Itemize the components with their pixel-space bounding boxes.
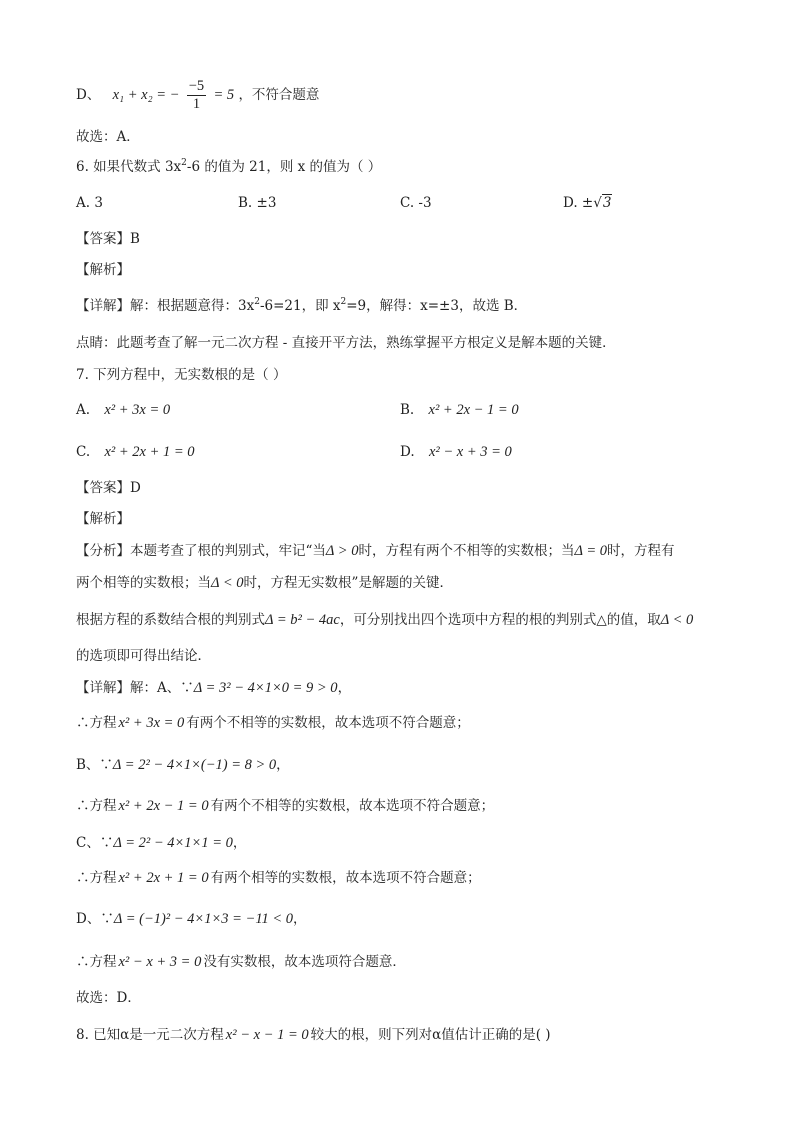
- analysis-text: 两个相等的实数根；当: [76, 575, 211, 591]
- detail-math: x² + 2x − 1 = 0: [118, 798, 209, 814]
- q6-option-b: B. ±3: [238, 195, 277, 211]
- q8-stem-math: x² − x − 1 = 0: [225, 1027, 309, 1043]
- analysis-text: 时，方程无实数根”是解题的关键．: [243, 575, 453, 591]
- detail-text: ∴方程: [76, 954, 117, 970]
- detail-text: ∴方程: [76, 715, 117, 731]
- detail-text: ∴方程: [76, 798, 117, 814]
- q7-option-b-label: B.: [400, 402, 415, 418]
- q5-option-d-label: D、: [76, 87, 101, 103]
- q6-stem-suffix: -6 的值为 21，则 x 的值为（ ）: [186, 159, 382, 175]
- q7-analysis-line4: 的选项即可得出结论．: [76, 648, 211, 664]
- analysis-text: 时，方程有: [607, 543, 675, 559]
- q6-detail-part1: 【详解】解：根据题意得：3x: [76, 298, 255, 314]
- q6-option-d-prefix: D. ±: [563, 195, 594, 211]
- detail-text: B、: [76, 757, 100, 773]
- detail-math: Δ = 3² − 4×1×0 = 9 > 0: [193, 680, 338, 696]
- detail-text: 有两个不相等的实数根，故本选项不符合题意；: [210, 798, 495, 814]
- q6-option-c: C. -3: [400, 195, 432, 211]
- detail-text: 【详解】解：A、: [76, 680, 181, 696]
- q7-option-d-label: D.: [400, 444, 415, 460]
- detail-text: ∴方程: [76, 870, 117, 886]
- detail-text: 有两个不相等的实数根，故本选项不符合题意；: [186, 715, 470, 731]
- q7-option-d-equation: x² − x + 3 = 0: [428, 444, 512, 460]
- detail-text: 有两个相等的实数根，故本选项不符合题意；: [210, 870, 481, 886]
- q7-detail-b2: [76, 796, 494, 816]
- q6-analysis-label: 【解析】: [76, 262, 130, 278]
- q6-comment: 点睛：此题考查了解一元二次方程 - 直接开平方法，熟练掌握平方根定义是解本题的关键．: [76, 335, 616, 351]
- q6-answer: 【答案】B: [76, 231, 140, 247]
- q7-choice: 故选：D．: [76, 990, 141, 1006]
- q8-stem-text: 较大的根，则下列对α值估计正确的是( ): [310, 1027, 551, 1043]
- q7-option-b: [400, 400, 519, 420]
- detail-math: Δ = 2² − 4×1×1 = 0: [113, 835, 233, 851]
- fraction-numerator: −5: [188, 78, 205, 94]
- q7-analysis-line3: [76, 610, 693, 630]
- q7-option-c-label: C.: [76, 444, 91, 460]
- q6-option-a: A. 3: [76, 195, 103, 211]
- detail-math: x² + 3x = 0: [118, 715, 185, 731]
- q7-answer: 【答案】D: [76, 480, 141, 496]
- because-icon: ∵: [180, 680, 194, 696]
- detail-text: C、: [76, 835, 100, 851]
- q7-option-d: [400, 442, 512, 462]
- q5-option-d: [76, 78, 319, 113]
- detail-text: 没有实数根，故本选项符合题意．: [203, 954, 406, 970]
- analysis-math: Δ < 0: [660, 612, 694, 628]
- q7-option-a-label: A.: [76, 402, 91, 418]
- analysis-text: 时，方程有两个不相等的实数根；当: [358, 543, 575, 559]
- q6-stem-prefix: 6. 如果代数式 3x: [76, 159, 182, 175]
- because-icon: ∵: [99, 835, 114, 851]
- because-icon: ∵: [99, 757, 113, 773]
- q6-detail-sup1: 2: [254, 297, 260, 307]
- sqrt-radicand: 3: [602, 195, 612, 211]
- q6-detail-sup2: 2: [340, 297, 347, 307]
- sqrt-symbol: √3: [593, 195, 612, 211]
- q6-option-d: [563, 193, 612, 213]
- q7-detail-a1: [76, 678, 351, 698]
- fraction-denominator: 1: [192, 96, 201, 112]
- detail-math: Δ = (−1)² − 4×1×3 = −11 < 0: [113, 911, 294, 927]
- q7-analysis-line2: [76, 573, 453, 593]
- q7-stem: 7. 下列方程中，无实数根的是（ ）: [76, 367, 287, 383]
- because-icon: ∵: [100, 911, 114, 927]
- detail-text: ，: [276, 757, 290, 773]
- q5-option-d-fraction: [187, 78, 206, 113]
- q6-detail-part3: =9，解得：x=±3，故选 B．: [346, 298, 528, 314]
- detail-text: D、: [76, 911, 101, 927]
- q7-option-a: [76, 400, 170, 420]
- q7-detail-d2: [76, 952, 406, 972]
- detail-math: Δ = 2² − 4×1×(−1) = 8 > 0: [112, 757, 277, 773]
- q8-stem-text: 8. 已知α是一元二次方程: [76, 1027, 224, 1043]
- q6-stem: [76, 157, 381, 177]
- q5-option-d-lhs: x₁ + x₂ = −: [112, 87, 180, 103]
- analysis-math: Δ > 0: [325, 543, 359, 559]
- q7-analysis-label: 【解析】: [76, 511, 130, 527]
- q5-choice: 故选：A．: [76, 129, 140, 145]
- q7-analysis-line1: [76, 541, 675, 561]
- analysis-math: Δ = b² − 4ac: [265, 612, 340, 628]
- q8-stem: [76, 1025, 551, 1045]
- q5-option-d-rhs: = 5: [213, 87, 235, 103]
- detail-text: ，: [293, 911, 307, 927]
- q6-detail: [76, 296, 527, 316]
- analysis-math: Δ = 0: [574, 543, 607, 559]
- q7-detail-b1: [76, 755, 290, 775]
- q6-detail-part2: -6=21，即 x: [259, 298, 341, 314]
- q7-option-c: [76, 442, 195, 462]
- q7-detail-c2: [76, 868, 481, 888]
- q7-detail-d1: [76, 909, 307, 929]
- detail-math: x² − x + 3 = 0: [118, 954, 202, 970]
- q7-option-b-equation: x² + 2x − 1 = 0: [428, 402, 519, 418]
- q5-option-d-tail: ，不符合题意: [238, 87, 320, 103]
- detail-math: x² + 2x + 1 = 0: [118, 870, 209, 886]
- detail-text: ，: [232, 835, 247, 851]
- analysis-text: 根据方程的系数结合根的判别式: [76, 612, 265, 628]
- q7-option-c-equation: x² + 2x + 1 = 0: [104, 444, 195, 460]
- q7-detail-c1: [76, 833, 246, 853]
- analysis-text: ，可分别找出四个选项中方程的根的判别式△的值，取: [339, 612, 661, 628]
- analysis-math: Δ < 0: [211, 575, 244, 591]
- q7-detail-a2: [76, 713, 470, 733]
- q6-stem-sup: 2: [181, 158, 187, 168]
- q7-option-a-equation: x² + 3x = 0: [104, 402, 171, 418]
- analysis-text: 【分析】本题考查了根的判别式，牢记“当: [76, 543, 326, 559]
- detail-text: ，: [337, 680, 352, 696]
